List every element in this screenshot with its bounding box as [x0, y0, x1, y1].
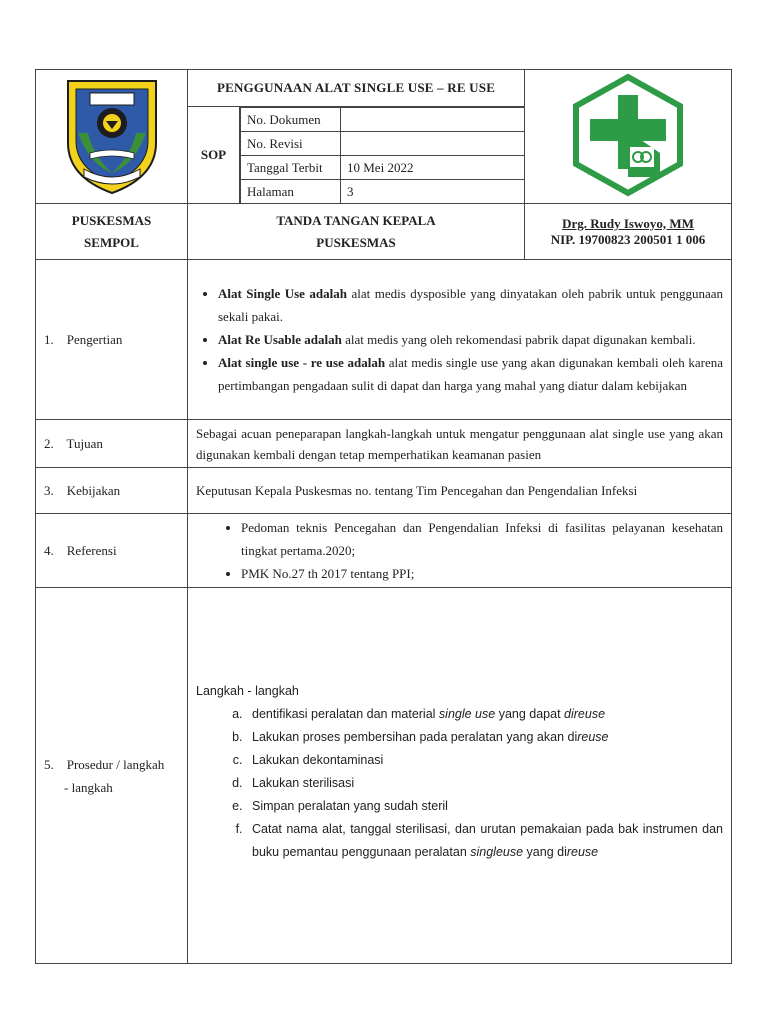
list-item: d. Lakukan sterilisasi [246, 772, 723, 795]
signature-caption [188, 204, 525, 260]
procedure-intro: Langkah - langkah [196, 684, 299, 698]
document-meta-table [240, 107, 524, 203]
list-item: e. Simpan peralatan yang sudah steril [246, 795, 723, 818]
prosedur-label-line2: - langkah [64, 779, 113, 795]
definition-term: Alat single use - re use adalah [218, 355, 386, 370]
definition-term: Alat Single Use adalah [218, 286, 347, 301]
regency-emblem-icon [60, 73, 164, 197]
meta-value-no-dokumen [341, 108, 525, 132]
list-item [218, 282, 723, 328]
definition-text: alat medis dysposible yang dinyatakan oleh pabrik untuk penggunaan sekali pakai. [218, 286, 724, 324]
section-content-tujuan: Sebagai acuan peneparapan langkah-langkah untuk mengatur penggunaan alat single use yang akan digunakan kembali dengan tetap memperhatikan keamanan pasien [188, 420, 732, 468]
head-nip: NIP. 19700823 200501 1 006 [550, 231, 706, 247]
sop-label: SOP [188, 107, 240, 204]
definition-term: Alat Re Usable adalah [218, 332, 342, 347]
list-item: b. Lakukan proses pembersihan pada peralatan yang akan direuse [246, 726, 723, 749]
puskesmas-logo-cell [525, 70, 732, 204]
section-label-prosedur [36, 588, 188, 964]
sign-line2: PUSKESMAS [316, 234, 396, 250]
list-item: f. Catat nama alat, tanggal sterilisasi, dan urutan pemakaian pada bak instrumen dan buku pemantau penggunaan peralatan singleuse yang direuse [246, 818, 723, 864]
list-item: c. Lakukan dekontaminasi [246, 749, 723, 772]
sop-document [35, 69, 731, 957]
list-item [218, 328, 723, 351]
head-signature [525, 204, 732, 260]
section-label-pengertian: 1. Pengertian [36, 260, 188, 420]
section-content-prosedur [188, 588, 732, 964]
definition-text: alat medis yang oleh rekomendasi pabrik dapat digunakan kembali. [341, 332, 696, 347]
reference-list [196, 516, 723, 585]
sop-table [35, 69, 732, 964]
meta-value-halaman: 3 [341, 180, 525, 204]
list-item: • Pedoman teknis Pencegahan dan Pengendalian Infeksi di fasilitas pelayanan kesehatan tingkat pertama.2020; [241, 516, 723, 562]
list-item: a. dentifikasi peralatan dan material single use yang dapat direuse [246, 703, 723, 726]
organization-name [36, 204, 188, 260]
section-content-kebijakan: Keputusan Kepala Puskesmas no. tentang Tim Pencegahan dan Pengendalian Infeksi [188, 468, 732, 514]
meta-label-tanggal-terbit: Tanggal Terbit [241, 156, 341, 180]
meta-value-no-revisi [341, 132, 525, 156]
section-content-referensi [188, 514, 732, 588]
meta-label-no-revisi: No. Revisi [241, 132, 341, 156]
meta-label-no-dokumen: No. Dokumen [241, 108, 341, 132]
head-name: Drg. Rudy Iswoyo, MM [562, 215, 694, 231]
list-item: • PMK No.27 th 2017 tentang PPI; [241, 562, 723, 585]
document-meta-cell [240, 107, 525, 204]
document-title: PENGGUNAAN ALAT SINGLE USE – RE USE [188, 70, 525, 107]
list-item [218, 351, 723, 397]
meta-label-halaman: Halaman [241, 180, 341, 204]
sign-line1: TANDA TANGAN KEPALA [276, 212, 436, 228]
org-line1: PUSKESMAS [71, 212, 152, 228]
section-content-pengertian [188, 260, 732, 420]
definition-list [196, 282, 723, 397]
section-label-referensi: 4. Referensi [36, 514, 188, 588]
section-label-tujuan: 2. Tujuan [36, 420, 188, 468]
meta-value-tanggal-terbit: 10 Mei 2022 [341, 156, 525, 180]
definition-text: alat medis single use yang akan digunakan kembali oleh karena pertimbangan pengadaan sulit di dapat dan harga yang mahal yang diatur dalam kebijakan [218, 355, 724, 393]
prosedur-label-line1: 5. Prosedur / langkah [44, 756, 165, 772]
regency-emblem-cell [36, 70, 188, 204]
procedure-steps [196, 703, 723, 864]
section-label-kebijakan: 3. Kebijakan [36, 468, 188, 514]
org-line2: SEMPOL [84, 234, 139, 250]
puskesmas-logo-icon [568, 73, 688, 197]
